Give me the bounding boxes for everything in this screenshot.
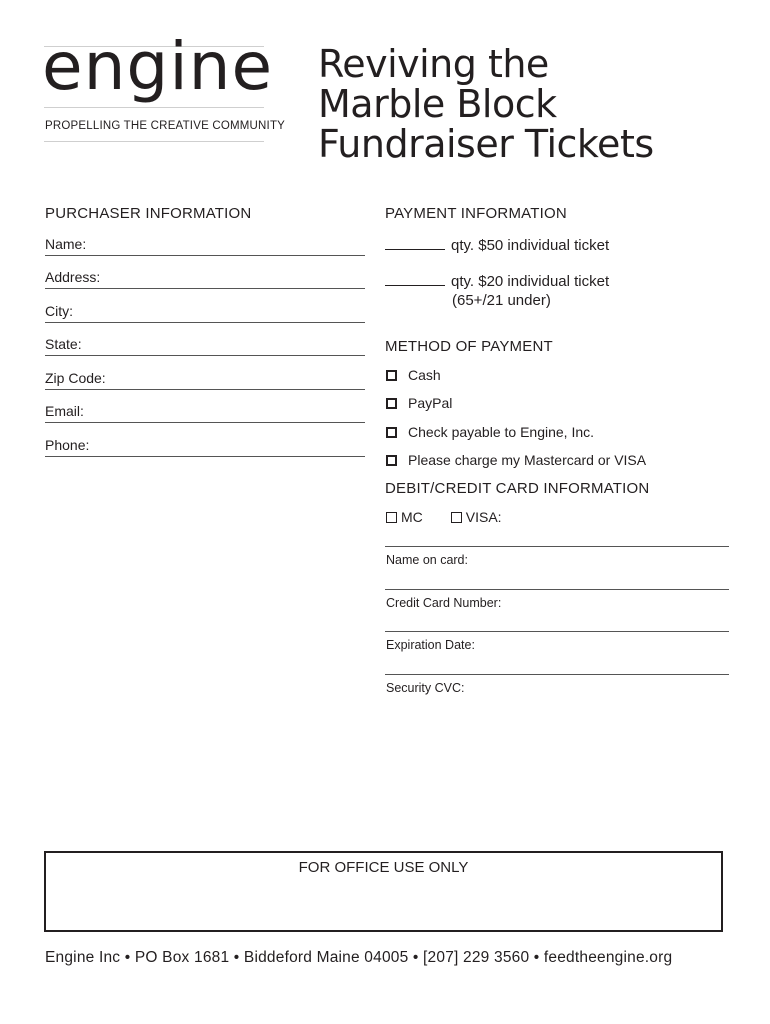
method-check-option[interactable]	[386, 424, 594, 440]
logo-mid-rule	[44, 107, 264, 108]
state-label: State:	[45, 336, 82, 352]
name-on-card-line[interactable]	[385, 546, 729, 547]
method-paypal-option[interactable]	[386, 395, 452, 411]
footer-contact: Engine Inc • PO Box 1681 • Biddeford Maine 04005 • [207] 229 3560 • feedtheengine.org	[45, 949, 673, 966]
cvc-label: Security CVC:	[386, 681, 465, 695]
cash-label: Cash	[408, 367, 441, 383]
email-field[interactable]	[45, 403, 365, 423]
title-line-2: Marble Block	[318, 82, 557, 126]
title-line-3: Fundraiser Tickets	[318, 122, 654, 166]
mc-label: MC	[401, 509, 423, 525]
ticket-50-row	[385, 237, 609, 254]
expiration-line[interactable]	[385, 631, 729, 632]
name-field[interactable]	[45, 236, 365, 256]
ticket-20-qty-input[interactable]	[385, 274, 445, 286]
card-checkbox[interactable]	[386, 455, 397, 466]
address-field[interactable]	[45, 269, 365, 289]
name-on-card-label: Name on card:	[386, 553, 468, 567]
office-use-label: FOR OFFICE USE ONLY	[298, 859, 469, 876]
card-type-row	[386, 509, 502, 525]
logo-bottom-rule	[44, 141, 264, 142]
check-checkbox[interactable]	[386, 427, 397, 438]
state-field[interactable]	[45, 336, 365, 356]
purchaser-heading: PURCHASER INFORMATION	[45, 205, 252, 222]
zip-field[interactable]	[45, 370, 365, 390]
payment-heading: PAYMENT INFORMATION	[385, 205, 567, 222]
logo-tagline: PROPELLING THE CREATIVE COMMUNITY	[45, 120, 286, 132]
mc-checkbox[interactable]	[386, 512, 397, 523]
method-card-option[interactable]	[386, 452, 646, 468]
expiration-label: Expiration Date:	[386, 638, 475, 652]
zip-label: Zip Code:	[45, 370, 106, 386]
visa-checkbox[interactable]	[451, 512, 462, 523]
paypal-label: PayPal	[408, 395, 453, 411]
city-field[interactable]	[45, 303, 365, 323]
check-label: Check payable to Engine, Inc.	[408, 424, 595, 440]
card-number-line[interactable]	[385, 589, 729, 590]
ticket-20-note: (65+/21 under)	[452, 292, 551, 309]
visa-label: VISA:	[465, 509, 502, 525]
ticket-20-label: qty. $20 individual ticket	[451, 273, 610, 290]
method-cash-option[interactable]	[386, 367, 441, 383]
ticket-20-row	[385, 273, 609, 290]
method-heading: METHOD OF PAYMENT	[385, 338, 553, 355]
ticket-50-label: qty. $50 individual ticket	[451, 237, 610, 254]
card-number-label: Credit Card Number:	[386, 596, 502, 610]
cash-checkbox[interactable]	[386, 370, 397, 381]
address-label: Address:	[45, 269, 101, 285]
office-use-box	[44, 851, 723, 932]
paypal-checkbox[interactable]	[386, 398, 397, 409]
name-label: Name:	[45, 236, 87, 252]
logo-wordmark: engine	[42, 28, 274, 105]
card-option-label: Please charge my Mastercard or VISA	[408, 452, 647, 468]
card-heading: DEBIT/CREDIT CARD INFORMATION	[385, 480, 650, 497]
ticket-50-qty-input[interactable]	[385, 238, 445, 250]
phone-label: Phone:	[45, 437, 90, 453]
title-line-1: Reviving the	[318, 42, 549, 86]
city-label: City:	[45, 303, 73, 319]
page-title	[318, 44, 654, 164]
phone-field[interactable]	[45, 437, 365, 457]
email-label: Email:	[45, 403, 84, 419]
cvc-line[interactable]	[385, 674, 729, 675]
